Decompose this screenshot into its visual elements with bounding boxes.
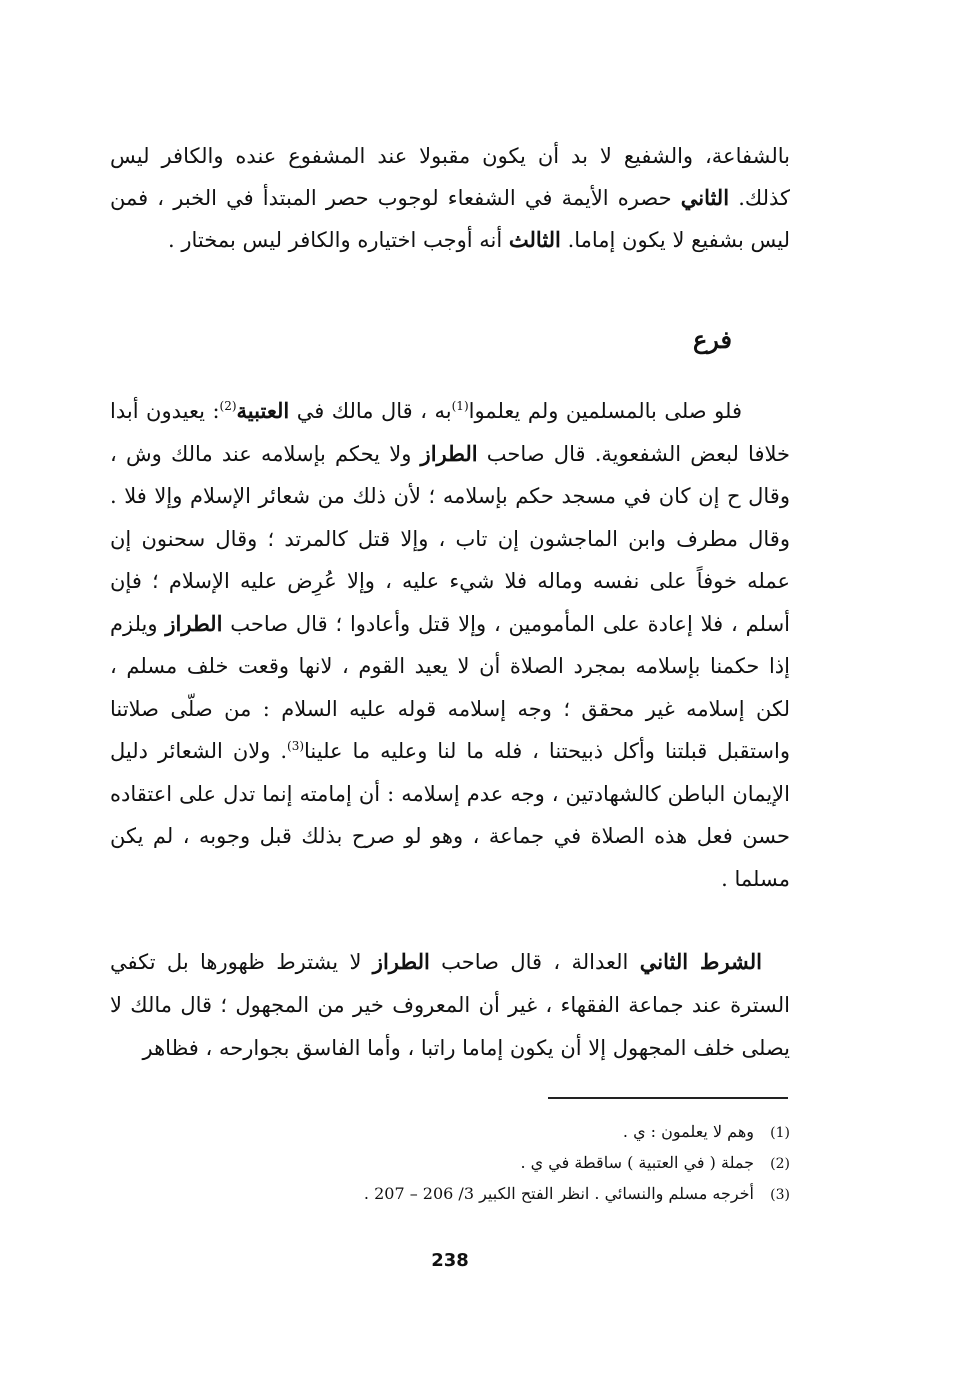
footnote-reference[interactable]: (2) [219,399,237,413]
paragraph-condition [110,940,790,1070]
paragraph-main [110,390,790,900]
paragraph-text: ويلزم إذا حكمنا بإسلامه بمجرد الصلاة أن لا يعيد القوم ، لانها وقعت خلف مسلم ، لكن إسلامه غير محقق ؛ وجه إسلامه قوله عليه السلام : من صلّى صلاتنا واستقبل قبلتنا وأكل ذبيحتنا ، فله ما لنا وعليه ما علينا [110,611,790,763]
footnote-reference[interactable]: (1) [451,399,469,413]
footnote-text: وهم لا يعلمون : ي . [622,1122,754,1141]
section-heading: فرع [692,325,732,354]
paragraph-text: : يعيدون أبدا خلافا لبعض الشفعوية. قال صاحب [110,399,790,466]
footnote-reference[interactable]: (3) [287,739,305,753]
paragraph-text: فلو صلى بالمسلمين ولم يعلموا [468,399,742,423]
footnote-text: جملة ( في العتبية ) ساقطة في ي . [520,1153,754,1172]
footnote-item [300,1117,790,1148]
paragraph-text: ولا يحكم بإسلامه عند مالك وش ، وقال ح إن كان في مسجد حكم بإسلامه ؛ لأن ذلك من شعائر الإسلام وإلا فلا . وقال مطرف وابن الماجشون إن تاب ، وإلا قتل كالمرتد ؛ وقال سحنون إن عمله خوفاً على نفسه وماله فلا شيء عليه ، وإلا عُرِض عليه الإسلام ؛ فإن أسلم ، فلا إعادة على المأمومين ، وإلا قتل وأعادوا ؛ قال صاحب [110,441,790,636]
bold-term: العتبية [236,398,290,423]
footnote-item [300,1148,790,1179]
bold-term: الشرط الثاني [639,949,763,974]
paragraph-continuation [110,135,790,261]
paragraph-text: أنه أوجب اختياره والكافر ليس بمختار . [168,228,509,252]
footnote-number: (2) [770,1156,790,1172]
bold-term: الطراز [372,949,430,974]
footnote-item [300,1179,790,1210]
page-number: 238 [431,1250,469,1271]
paragraph-text: به ، قال مالك في [289,399,452,423]
footnotes-list [300,1117,790,1210]
paragraph-text: . ولان الشعائر دليل الإيمان الباطن كالشهادتين ، وجه عدم إسلامه : أن إمامته إنما تدل على اعتقاده حسن فعل هذه الصلاة في جماعة ، وهو لو صرح بذلك قبل وجوبه ، لم يكن مسلما . [110,739,790,891]
paragraph-text: لا يشترط ظهورها بل تكفي السترة عند جماعة الفقهاء ، غير أن المعروف خير من المجهول ؛ قال مالك لا يصلى خلف المجهول إلا أن يكون إماما راتبا ، وأما الفاسق بجوارحه ، فظاهر [110,950,790,1060]
footnote-divider [548,1097,788,1099]
paragraph-text: العدالة ، قال صاحب [429,950,640,974]
footnote-text: أخرجه مسلم والنسائي . انظر الفتح الكبير 3/ 206 – 207 . [363,1184,754,1203]
paragraph-text: حصره الأيمة في الشفعاء لوجوب حصر المبتدأ في الخبر ، فمن ليس بشفيع لا يكون إماما. [110,186,790,252]
footnote-number: (1) [770,1125,790,1141]
paragraph-text: بالشفاعة، والشفيع لا بد أن يكون مقبولا عند المشفوع عنده والكافر ليس كذلك. [110,144,790,210]
bold-term: الطراز [165,610,223,636]
bold-term: الطراز [420,440,478,466]
bold-term: الثاني [680,185,730,210]
footnote-number: (3) [770,1187,790,1203]
bold-term: الثالث [508,227,561,252]
